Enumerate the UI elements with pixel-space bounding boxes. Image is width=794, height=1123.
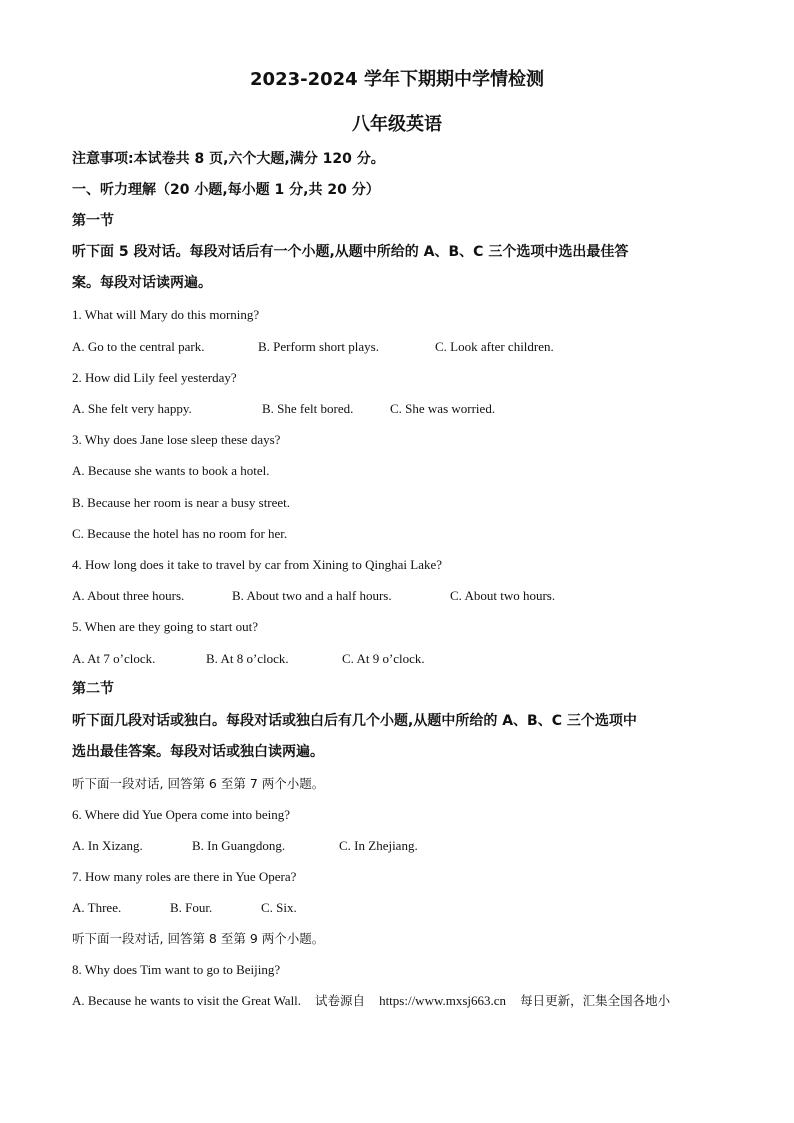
options-7 xyxy=(72,900,297,916)
options-6 xyxy=(72,838,418,854)
question-7: 7. How many roles are there in Yue Opera? xyxy=(72,869,297,884)
option-b: B. Four. xyxy=(170,900,213,915)
source-note: 每日更新，汇集全国各地小 xyxy=(520,993,671,1008)
section1-instruction-2: 案。每段对话读两遍。 xyxy=(72,275,212,291)
options-5 xyxy=(72,651,425,667)
question-4: 4. How long does it take to travel by car from Xining to Qinghai Lake? xyxy=(72,557,443,572)
last-line xyxy=(72,993,684,1009)
option-b: B. Perform short plays. xyxy=(258,339,379,354)
question-6: 6. Where did Yue Opera come into being? xyxy=(72,807,291,822)
option-c: C. About two hours. xyxy=(450,588,556,603)
sub-instruction-8-9: 听下面一段对话, 回答第 8 至第 9 两个小题。 xyxy=(72,931,325,946)
question-8: 8. Why does Tim want to go to Beijing? xyxy=(72,962,281,977)
option-c: C. Six. xyxy=(261,900,297,915)
options-1 xyxy=(72,339,554,355)
option-c: C. Because the hotel has no room for her. xyxy=(72,526,288,541)
option-b: B. About two and a half hours. xyxy=(232,588,392,603)
option-b: B. In Guangdong. xyxy=(192,838,286,853)
option-a: A. She felt very happy. xyxy=(72,401,192,416)
option-a: A. Go to the central park. xyxy=(72,339,205,354)
option-c: C. In Zhejiang. xyxy=(339,838,418,853)
page-subtitle: 八年级英语 xyxy=(352,114,442,135)
section1-instruction-1: 听下面 5 段对话。每段对话后有一个小题,从题中所给的 A、B、C 三个选项中选出最佳答 xyxy=(72,244,629,260)
options-2 xyxy=(72,401,495,417)
question-3: 3. Why does Jane lose sleep these days? xyxy=(72,432,281,447)
sub-instruction-6-7: 听下面一段对话, 回答第 6 至第 7 两个小题。 xyxy=(72,776,325,791)
section2-instruction-2: 选出最佳答案。每段对话或独白读两遍。 xyxy=(72,744,324,760)
notice: 注意事项:本试卷共 8 页,六个大题,满分 120 分。 xyxy=(72,151,385,167)
part1-heading: 一、听力理解（20 小题,每小题 1 分,共 20 分） xyxy=(72,182,380,198)
question-2: 2. How did Lily feel yesterday? xyxy=(72,370,237,385)
option-a: A. At 7 o’clock. xyxy=(72,651,156,666)
option-b: B. She felt bored. xyxy=(262,401,354,416)
option-a: A. Three. xyxy=(72,900,122,915)
option-a: A. Because he wants to visit the Great Wall. xyxy=(72,993,302,1008)
options-4 xyxy=(72,588,555,604)
section2-heading: 第二节 xyxy=(72,681,114,697)
source-label: 试卷源自 xyxy=(315,993,366,1008)
section1-heading: 第一节 xyxy=(72,213,114,229)
option-b: B. Because her room is near a busy street. xyxy=(72,495,291,510)
question-1: 1. What will Mary do this morning? xyxy=(72,307,260,322)
question-5: 5. When are they going to start out? xyxy=(72,619,259,634)
page-title: 2023-2024 学年下期期中学情检测 xyxy=(250,69,544,90)
section2-instruction-1: 听下面几段对话或独白。每段对话或独白后有几个小题,从题中所给的 A、B、C 三个选项中 xyxy=(72,713,637,729)
option-a: A. Because she wants to book a hotel. xyxy=(72,463,270,478)
source-url[interactable]: https://www.mxsj663.cn xyxy=(379,993,507,1008)
option-a: A. About three hours. xyxy=(72,588,185,603)
option-b: B. At 8 o’clock. xyxy=(206,651,289,666)
option-c: C. Look after children. xyxy=(435,339,554,354)
option-a: A. In Xizang. xyxy=(72,838,143,853)
option-c: C. She was worried. xyxy=(390,401,496,416)
option-c: C. At 9 o’clock. xyxy=(342,651,425,666)
